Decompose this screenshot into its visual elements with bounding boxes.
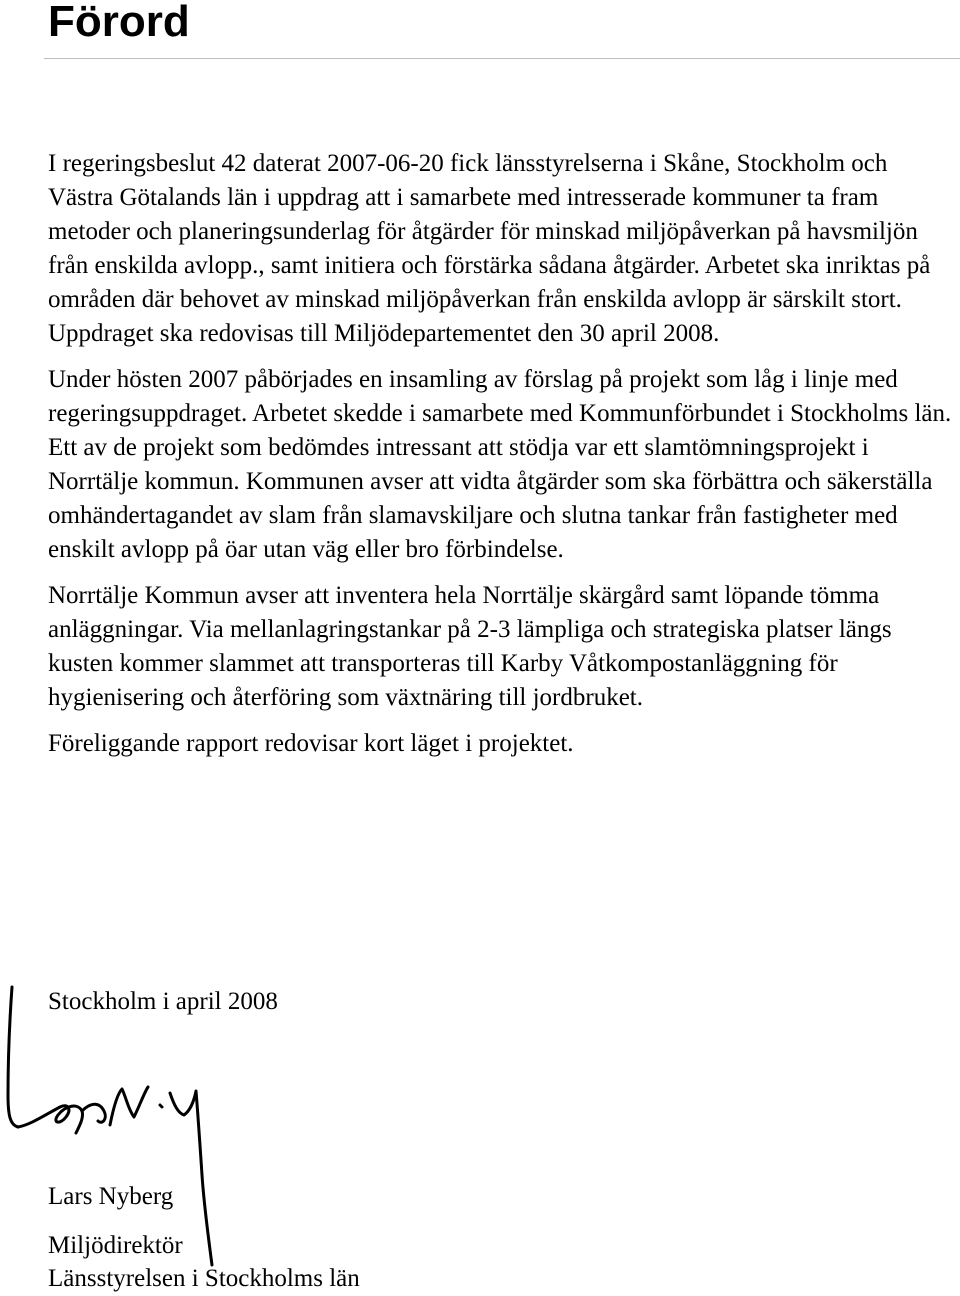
signatory-name: Lars Nyberg xyxy=(48,1183,174,1210)
place-date: Stockholm i april 2008 xyxy=(48,988,278,1015)
paragraph-4: Föreliggande rapport redovisar kort läget i projektet. xyxy=(48,730,574,757)
page-title: Förord xyxy=(48,0,190,46)
signatory-role: Miljödirektör xyxy=(48,1232,183,1259)
paragraph-3: Norrtälje Kommun avser att inventera hela Norrtälje skärgård samt löpande tömma anläggningar. Via mellanlagringstankar på 2-3 lämpliga och strategiska platser längs kusten kommer slammet att transporteras till Karby Våtkompostanläggning för hygienisering och återföring som växtnäring till jordbruket. xyxy=(48,582,892,711)
paragraph-2: Under hösten 2007 påbörjades en insamling av förslag på projekt som låg i linje med regeringsuppdraget. Arbetet skedde i samarbete med Kommunförbundet i Stockholms län. Ett av de projekt som bedömdes intressant att stödja var ett slamtömningsprojekt i Norrtälje kommun. Kommunen avser att vidta åtgärder som ska förbättra och säkerställa omhändertagandet av slam från slamavskiljare och slutna tankar från fastigheter med enskilt avlopp på öar utan väg eller bro förbindelse. xyxy=(48,366,952,563)
body-text xyxy=(48,147,953,773)
title-divider xyxy=(44,58,960,59)
paragraph-1: I regeringsbeslut 42 daterat 2007-06-20 fick länsstyrelserna i Skåne, Stockholm och Västra Götalands län i uppdrag att i samarbete med intresserade kommuner ta fram metoder och planeringsunderlag för åtgärder för minskad miljöpåverkan på havsmiljön från enskilda avlopp., samt initiera och förstärka sådana åtgärder. Arbetet ska inriktas på områden där behovet av minskad miljöpåverkan från enskilda avlopp är särskilt stort. Uppdraget ska redovisas till Miljödepartementet den 30 april 2008. xyxy=(48,150,931,347)
signatory-organization: Länsstyrelsen i Stockholms län xyxy=(48,1265,360,1292)
